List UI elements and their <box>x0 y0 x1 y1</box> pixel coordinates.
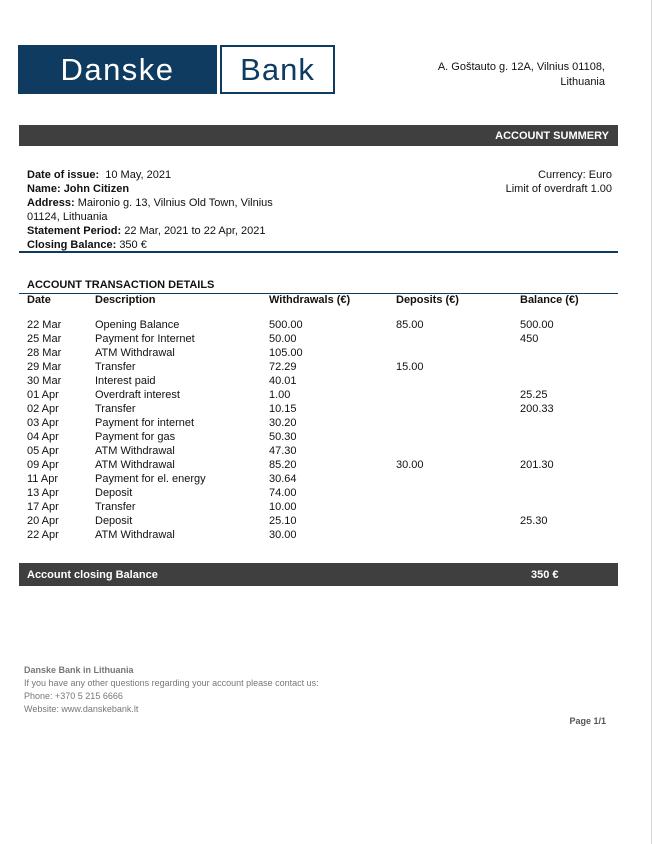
table-row <box>27 416 610 430</box>
address-label: Address: <box>27 197 75 209</box>
tx-deposit: 15.00 <box>396 361 424 373</box>
transactions-table <box>27 318 610 542</box>
tx-balance: 25.30 <box>520 515 548 527</box>
tx-date: 22 Mar <box>27 319 62 331</box>
table-row <box>27 318 610 332</box>
tx-description: ATM Withdrawal <box>95 445 175 457</box>
tx-balance <box>520 416 610 430</box>
bank-address-line1: A. Goštauto g. 12A, Vilnius 01108, <box>437 61 605 73</box>
tx-withdrawal: 30.64 <box>269 473 297 485</box>
tx-balance: 200.33 <box>520 403 554 415</box>
tx-deposit <box>396 486 520 500</box>
tx-withdrawal: 10.00 <box>269 501 297 513</box>
tx-description: Payment for Internet <box>95 333 195 345</box>
tx-description: Transfer <box>95 501 136 513</box>
tx-date: 20 Apr <box>27 515 59 527</box>
tx-deposit: 85.00 <box>396 319 424 331</box>
closing-balance-bar-label: Account closing Balance <box>27 569 158 581</box>
column-header-description: Description <box>95 294 156 306</box>
closing-balance-value: 350 € <box>119 239 147 251</box>
account-currency-info <box>506 168 612 196</box>
tx-balance <box>520 486 610 500</box>
table-row <box>27 472 610 486</box>
footer-contact-line: If you have any other questions regarding your account please contact us: <box>24 678 319 688</box>
tx-balance <box>520 500 610 514</box>
footer-title: Danske Bank in Lithuania <box>24 665 134 675</box>
date-of-issue-row <box>27 168 317 182</box>
tx-balance <box>520 528 610 542</box>
tx-description: Transfer <box>95 361 136 373</box>
tx-deposit <box>396 528 520 542</box>
account-info <box>27 168 317 252</box>
tx-withdrawal: 10.15 <box>269 403 297 415</box>
column-header-deposits: Deposits (€) <box>396 294 459 306</box>
column-header-date: Date <box>27 294 51 306</box>
overdraft-limit: Limit of overdraft 1.00 <box>505 183 612 195</box>
tx-deposit <box>396 402 520 416</box>
tx-date: 25 Mar <box>27 333 62 345</box>
table-row <box>27 444 610 458</box>
closing-balance-bar-value: 350 € <box>531 569 559 581</box>
tx-withdrawal: 50.30 <box>269 431 297 443</box>
tx-date: 13 Apr <box>27 487 59 499</box>
table-row <box>27 458 610 472</box>
tx-date: 30 Mar <box>27 375 62 387</box>
closing-balance-label: Closing Balance: <box>27 239 117 251</box>
tx-description: Transfer <box>95 403 136 415</box>
tx-date: 05 Apr <box>27 445 59 457</box>
table-row <box>27 514 610 528</box>
tx-date: 09 Apr <box>27 459 59 471</box>
name-label: Name: <box>27 183 61 195</box>
tx-deposit: 30.00 <box>396 459 424 471</box>
tx-description: Interest paid <box>95 375 156 387</box>
transaction-details-title: ACCOUNT TRANSACTION DETAILS <box>27 279 215 291</box>
statement-period-value: 22 Mar, 2021 to 22 Apr, 2021 <box>124 225 266 237</box>
tx-date: 04 Apr <box>27 431 59 443</box>
logo-right-text: Bank <box>220 45 335 94</box>
tx-withdrawal: 25.10 <box>269 515 297 527</box>
statement-period-row <box>27 224 317 238</box>
transactions-table-body <box>27 318 610 542</box>
tx-withdrawal: 1.00 <box>269 389 291 401</box>
tx-description: Payment for el. energy <box>95 473 206 485</box>
name-value: John Citizen <box>63 183 130 195</box>
table-row <box>27 528 610 542</box>
bank-address <box>385 60 605 90</box>
tx-description: Payment for gas <box>95 431 176 443</box>
tx-description: ATM Withdrawal <box>95 459 175 471</box>
tx-withdrawal: 30.20 <box>269 417 297 429</box>
tx-description: ATM Withdrawal <box>95 529 175 541</box>
tx-deposit <box>396 416 520 430</box>
logo-left-text: Danske <box>18 45 217 94</box>
table-row <box>27 500 610 514</box>
tx-withdrawal: 74.00 <box>269 487 297 499</box>
table-row <box>27 332 610 346</box>
tx-description: Payment for internet <box>95 417 195 429</box>
date-of-issue-value: 10 May, 2021 <box>105 169 172 181</box>
tx-date: 22 Apr <box>27 529 59 541</box>
table-row <box>27 486 610 500</box>
tx-withdrawal: 72.29 <box>269 361 297 373</box>
date-of-issue-label: Date of issue: <box>27 169 100 181</box>
name-row <box>27 182 317 196</box>
danske-bank-logo <box>18 45 335 94</box>
table-row <box>27 402 610 416</box>
tx-date: 29 Mar <box>27 361 62 373</box>
tx-withdrawal: 30.00 <box>269 529 297 541</box>
tx-deposit <box>396 374 520 388</box>
statement-period-label: Statement Period: <box>27 225 122 237</box>
table-row <box>27 374 610 388</box>
tx-balance <box>520 472 610 486</box>
tx-description: Overdraft interest <box>95 389 180 401</box>
account-closing-balance-bar <box>19 563 618 586</box>
tx-deposit <box>396 332 520 346</box>
table-row <box>27 346 610 360</box>
tx-balance: 201.30 <box>520 459 554 471</box>
page-number: Page 1/1 <box>569 716 606 726</box>
tx-date: 28 Mar <box>27 347 62 359</box>
table-row <box>27 360 610 374</box>
tx-description: ATM Withdrawal <box>95 347 175 359</box>
footer <box>24 664 319 716</box>
tx-withdrawal: 500.00 <box>269 319 303 331</box>
tx-balance: 500.00 <box>520 319 554 331</box>
tx-withdrawal: 50.00 <box>269 333 297 345</box>
address-line1: Maironio g. 13, Vilnius Old Town, Vilnius <box>77 197 273 209</box>
tx-deposit <box>396 500 520 514</box>
tx-date: 01 Apr <box>27 389 59 401</box>
column-header-withdrawals: Withdrawals (€) <box>269 294 351 306</box>
tx-withdrawal: 105.00 <box>269 347 303 359</box>
tx-balance <box>520 374 610 388</box>
tx-deposit <box>396 472 520 486</box>
account-summary-bar: ACCOUNT SUMMERY <box>19 125 618 146</box>
footer-website: Website: www.danskebank.lt <box>24 704 139 714</box>
tx-balance <box>520 360 610 374</box>
tx-description: Deposit <box>95 487 133 499</box>
closing-balance-row <box>27 238 317 252</box>
tx-balance <box>520 430 610 444</box>
tx-date: 17 Apr <box>27 501 59 513</box>
currency: Currency: Euro <box>538 169 612 181</box>
tx-withdrawal: 85.20 <box>269 459 297 471</box>
tx-balance: 450 <box>520 333 539 345</box>
tx-description: Opening Balance <box>95 319 180 331</box>
tx-date: 02 Apr <box>27 403 59 415</box>
tx-date: 11 Apr <box>27 473 58 485</box>
tx-balance <box>520 444 610 458</box>
table-row <box>27 430 610 444</box>
address-row <box>27 196 317 210</box>
tx-description: Deposit <box>95 515 133 527</box>
address-line2: 01124, Lithuania <box>27 211 108 223</box>
info-divider <box>19 251 618 253</box>
tx-deposit <box>396 388 520 402</box>
table-row <box>27 388 610 402</box>
tx-balance: 25.25 <box>520 389 548 401</box>
tx-deposit <box>396 430 520 444</box>
tx-withdrawal: 47.30 <box>269 445 297 457</box>
tx-deposit <box>396 514 520 528</box>
tx-deposit <box>396 444 520 458</box>
footer-phone: Phone: +370 5 215 6666 <box>24 691 123 701</box>
tx-date: 03 Apr <box>27 417 59 429</box>
bank-address-line2: Lithuania <box>560 76 605 88</box>
tx-withdrawal: 40.01 <box>269 375 297 387</box>
column-header-balance: Balance (€) <box>520 294 579 306</box>
tx-balance <box>520 346 610 360</box>
tx-deposit <box>396 346 520 360</box>
